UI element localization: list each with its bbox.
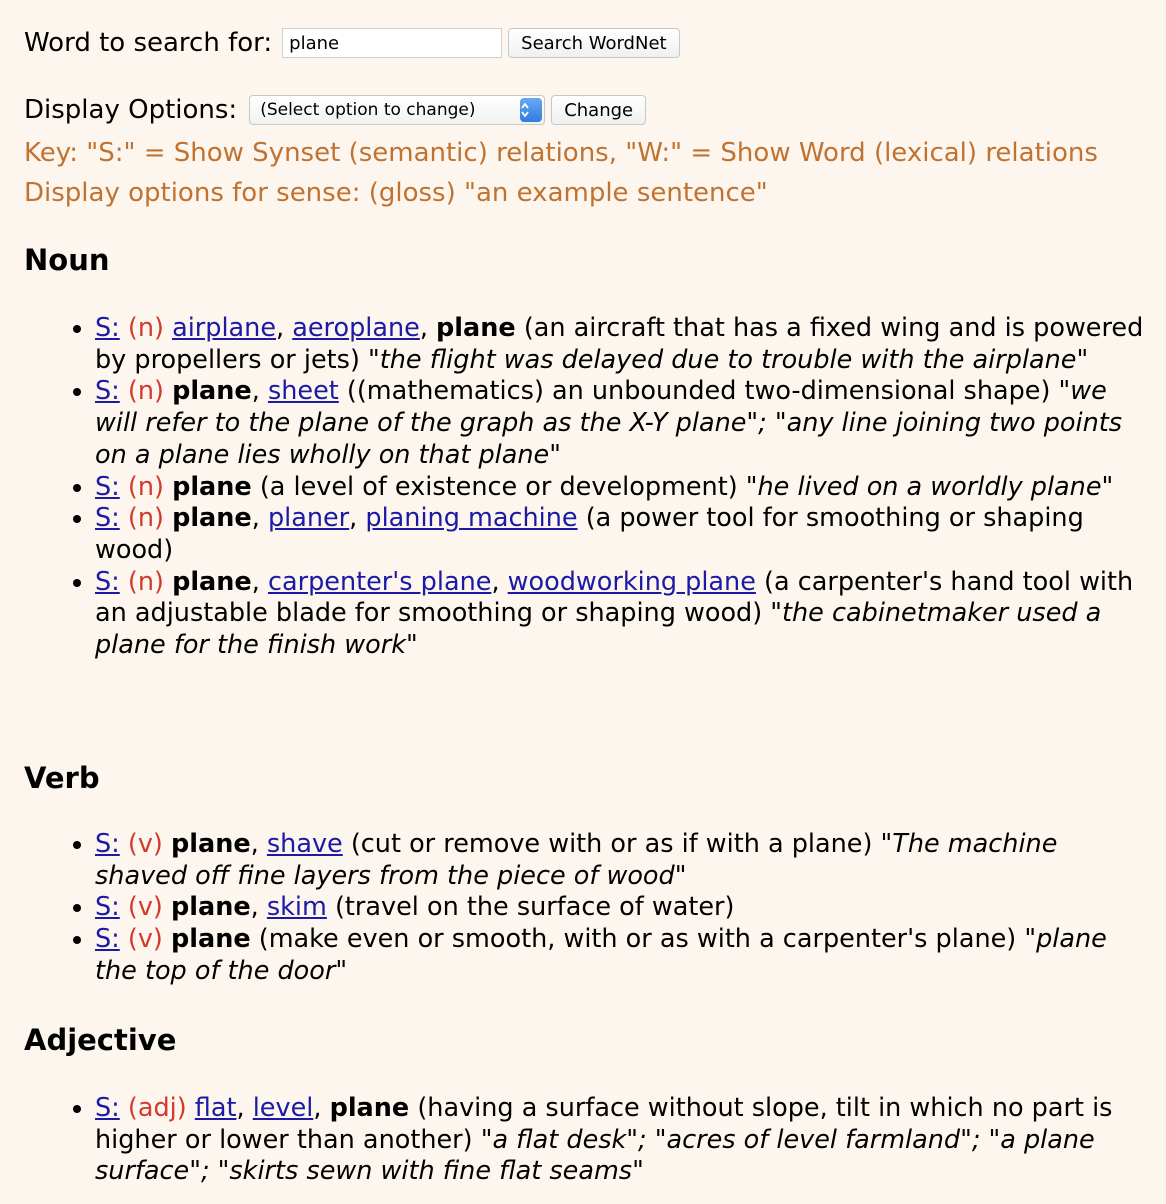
gloss: (make even or smooth, with or as with a carpenter's plane) [258,924,1017,955]
comma: , [250,892,259,923]
word-link-shave[interactable]: shave [266,829,343,859]
adjective-sense-list [24,1093,1152,1188]
verb-heading: Verb [24,761,100,795]
comma: , [251,376,260,407]
chevron-up-down-svg [520,101,530,119]
gloss: (a power tool for smoothing or shaping wood) [95,503,1084,565]
display-options-label: Display Options: [24,95,238,125]
gloss: (travel on the surface of water) [334,892,735,923]
head-word: plane [171,924,251,955]
gloss: (cut or remove with or as if with a plane) [350,829,873,859]
word-link-sheet[interactable]: sheet [267,376,339,407]
head-word: plane [171,829,251,859]
word-link-planer[interactable]: planer [267,503,350,534]
pos-tag: (v) [127,892,163,923]
word-link-aeroplane[interactable]: aeroplane [292,313,420,343]
list-item [95,313,1152,376]
list-item [95,892,1152,924]
example-sentence: "the flight was delayed due to trouble with the airplane" [368,344,1089,375]
change-button[interactable]: Change [551,95,646,125]
head-word: plane [172,376,252,407]
search-row [24,26,680,60]
head-word: plane [172,566,252,597]
word-link-airplane[interactable]: airplane [172,313,277,343]
example-sentence: "he lived on a worldly plane" [745,471,1114,502]
synset-link[interactable]: S: [95,829,120,859]
comma: , [313,1093,322,1123]
pos-tag: (n) [127,313,164,343]
list-item [95,567,1152,662]
head-word: plane [172,503,252,534]
comma: , [251,566,260,597]
search-label: Word to search for: [24,28,273,58]
gloss: ((mathematics) an unbounded two-dimensional shape) [346,376,1051,407]
comma: , [236,1093,245,1123]
pos-tag: (n) [127,566,164,597]
example-sentence: "a flat desk"; "acres of level farmland"; "a plane surface"; "skirts sewn with fine flat seams" [95,1124,1095,1187]
head-word: plane [171,892,251,923]
comma: , [349,503,358,534]
display-options-row [24,93,646,127]
display-options-select[interactable] [249,95,545,125]
comma: , [251,503,260,534]
synset-link[interactable]: S: [95,924,120,955]
word-link-flat[interactable]: flat [194,1093,237,1123]
comma: , [419,313,428,343]
word-link-skim[interactable]: skim [266,892,327,923]
comma: , [250,829,259,859]
synset-link[interactable]: S: [95,1093,120,1123]
example-sentence: "we will refer to the plane of the graph as the X-Y plane"; "any line joining two points on a plane lies wholly on that plane" [95,376,1123,470]
list-item [95,472,1152,504]
list-item [95,376,1152,471]
chevron-up-down-icon [520,98,542,122]
synset-link[interactable]: S: [95,892,120,923]
display-options-selected: (Select option to change) [260,100,476,120]
synset-link[interactable]: S: [95,566,120,597]
word-link-level[interactable]: level [252,1093,314,1123]
example-sentence: "plane the top of the door" [95,924,1107,986]
list-item [95,503,1152,566]
word-link-woodworking-plane[interactable]: woodworking plane [507,566,756,597]
noun-heading: Noun [24,243,110,277]
head-word: plane [329,1093,410,1123]
head-word: plane [172,471,252,502]
example-sentence: "the cabinetmaker used a plane for the finish work" [95,598,1102,661]
gloss: (a level of existence or development) [259,471,738,502]
word-link-planing-machine[interactable]: planing machine [365,503,578,534]
gloss: (having a surface without slope, tilt in which no part is higher or lower than another) [95,1093,1113,1155]
example-sentence: "The machine shaved off fine layers from the piece of wood" [95,829,1058,891]
noun-sense-list [24,313,1152,662]
search-input[interactable] [282,28,502,58]
synset-link[interactable]: S: [95,503,120,534]
gloss: (an aircraft that has a fixed wing and is powered by propellers or jets) [95,313,1144,375]
list-item [95,829,1152,892]
search-wordnet-button[interactable]: Search WordNet [508,28,679,58]
synset-link[interactable]: S: [95,313,120,343]
display-options-legend: Display options for sense: (gloss) "an example sentence" [24,178,768,208]
synset-link[interactable]: S: [95,376,120,407]
adjective-heading: Adjective [24,1023,177,1057]
comma: , [276,313,285,343]
gloss: (a carpenter's hand tool with an adjustable blade for smoothing or shaping wood) [95,566,1134,629]
list-item [95,924,1152,987]
head-word: plane [436,313,516,343]
list-item [95,1093,1152,1188]
key-legend: Key: "S:" = Show Synset (semantic) relations, "W:" = Show Word (lexical) relations [24,138,1098,168]
pos-tag: (v) [127,829,163,859]
pos-tag: (n) [127,471,164,502]
word-link-carpenters-plane[interactable]: carpenter's plane [267,566,492,597]
pos-tag: (v) [127,924,163,955]
verb-sense-list [24,829,1152,988]
pos-tag: (adj) [127,1093,187,1123]
comma: , [491,566,500,597]
pos-tag: (n) [127,503,164,534]
pos-tag: (n) [127,376,164,407]
synset-link[interactable]: S: [95,471,120,502]
